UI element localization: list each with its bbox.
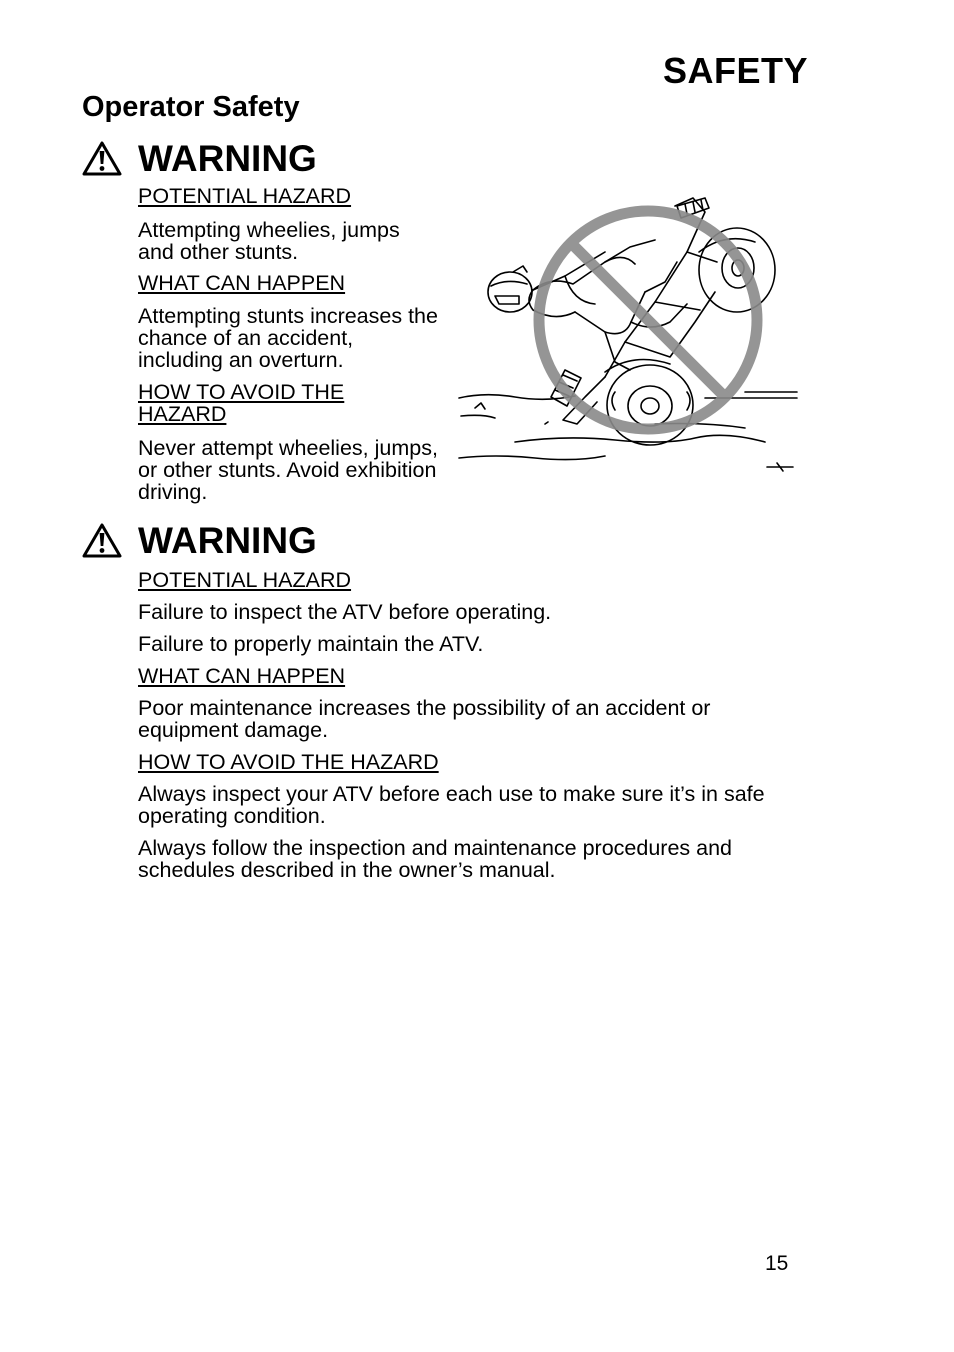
how-to-avoid-text: Always inspect your ATV before each use to make sure it’s in safe operating condition.	[138, 782, 765, 828]
what-can-happen-text-1	[138, 305, 438, 371]
potential-hazard-heading: POTENTIAL HAZARD	[138, 568, 352, 592]
how-to-avoid-1	[138, 381, 398, 425]
how-to-avoid-text-1	[138, 437, 443, 503]
warning-header-1	[82, 137, 317, 181]
what-can-happen-text: Attempting stunts increases the chance of an accident, including an overturn.	[138, 304, 438, 372]
how-to-avoid-text-2a	[138, 783, 778, 827]
potential-hazard-heading: POTENTIAL HAZARD	[138, 184, 352, 208]
warning-triangle-icon	[82, 523, 122, 559]
hazard-text: Failure to inspect the ATV before operating.	[138, 600, 552, 624]
potential-hazard-text-2a	[138, 601, 778, 623]
hazard-text: Failure to properly maintain the ATV.	[138, 632, 484, 656]
potential-hazard-text-1	[138, 219, 438, 263]
potential-hazard-text-2b	[138, 633, 778, 655]
how-to-avoid-2	[138, 751, 778, 773]
how-to-avoid-text: Always follow the inspection and maintenance procedures and schedules described in the owner’s manual.	[138, 836, 733, 882]
how-to-avoid-text: Never attempt wheelies, jumps, or other stunts. Avoid exhibition driving.	[138, 436, 438, 504]
section-title: SAFETY	[663, 50, 809, 91]
warning-label: WARNING	[138, 138, 317, 179]
potential-hazard-1	[138, 185, 438, 207]
potential-hazard-2	[138, 569, 778, 591]
what-can-happen-heading: WHAT CAN HAPPEN	[138, 664, 346, 688]
what-can-happen-text-2	[138, 697, 778, 741]
atv-wheelie-prohibited-illustration	[455, 192, 800, 477]
warning-label: WARNING	[138, 520, 317, 561]
page-subtitle: Operator Safety	[82, 91, 300, 123]
how-to-avoid-text-2b	[138, 837, 783, 881]
how-to-avoid-heading: HOW TO AVOID THE HAZARD	[138, 380, 345, 426]
how-to-avoid-heading: HOW TO AVOID THE HAZARD	[138, 750, 439, 774]
hazard-text: Attempting wheelies, jumps and other stunts.	[138, 218, 400, 264]
page-number: 15	[765, 1252, 789, 1275]
warning-header-2	[82, 519, 317, 563]
what-can-happen-heading: WHAT CAN HAPPEN	[138, 271, 346, 295]
what-can-happen-1	[138, 272, 438, 294]
what-can-happen-text: Poor maintenance increases the possibility of an accident or equipment damage.	[138, 696, 711, 742]
warning-triangle-icon	[82, 141, 122, 177]
what-can-happen-2	[138, 665, 778, 687]
